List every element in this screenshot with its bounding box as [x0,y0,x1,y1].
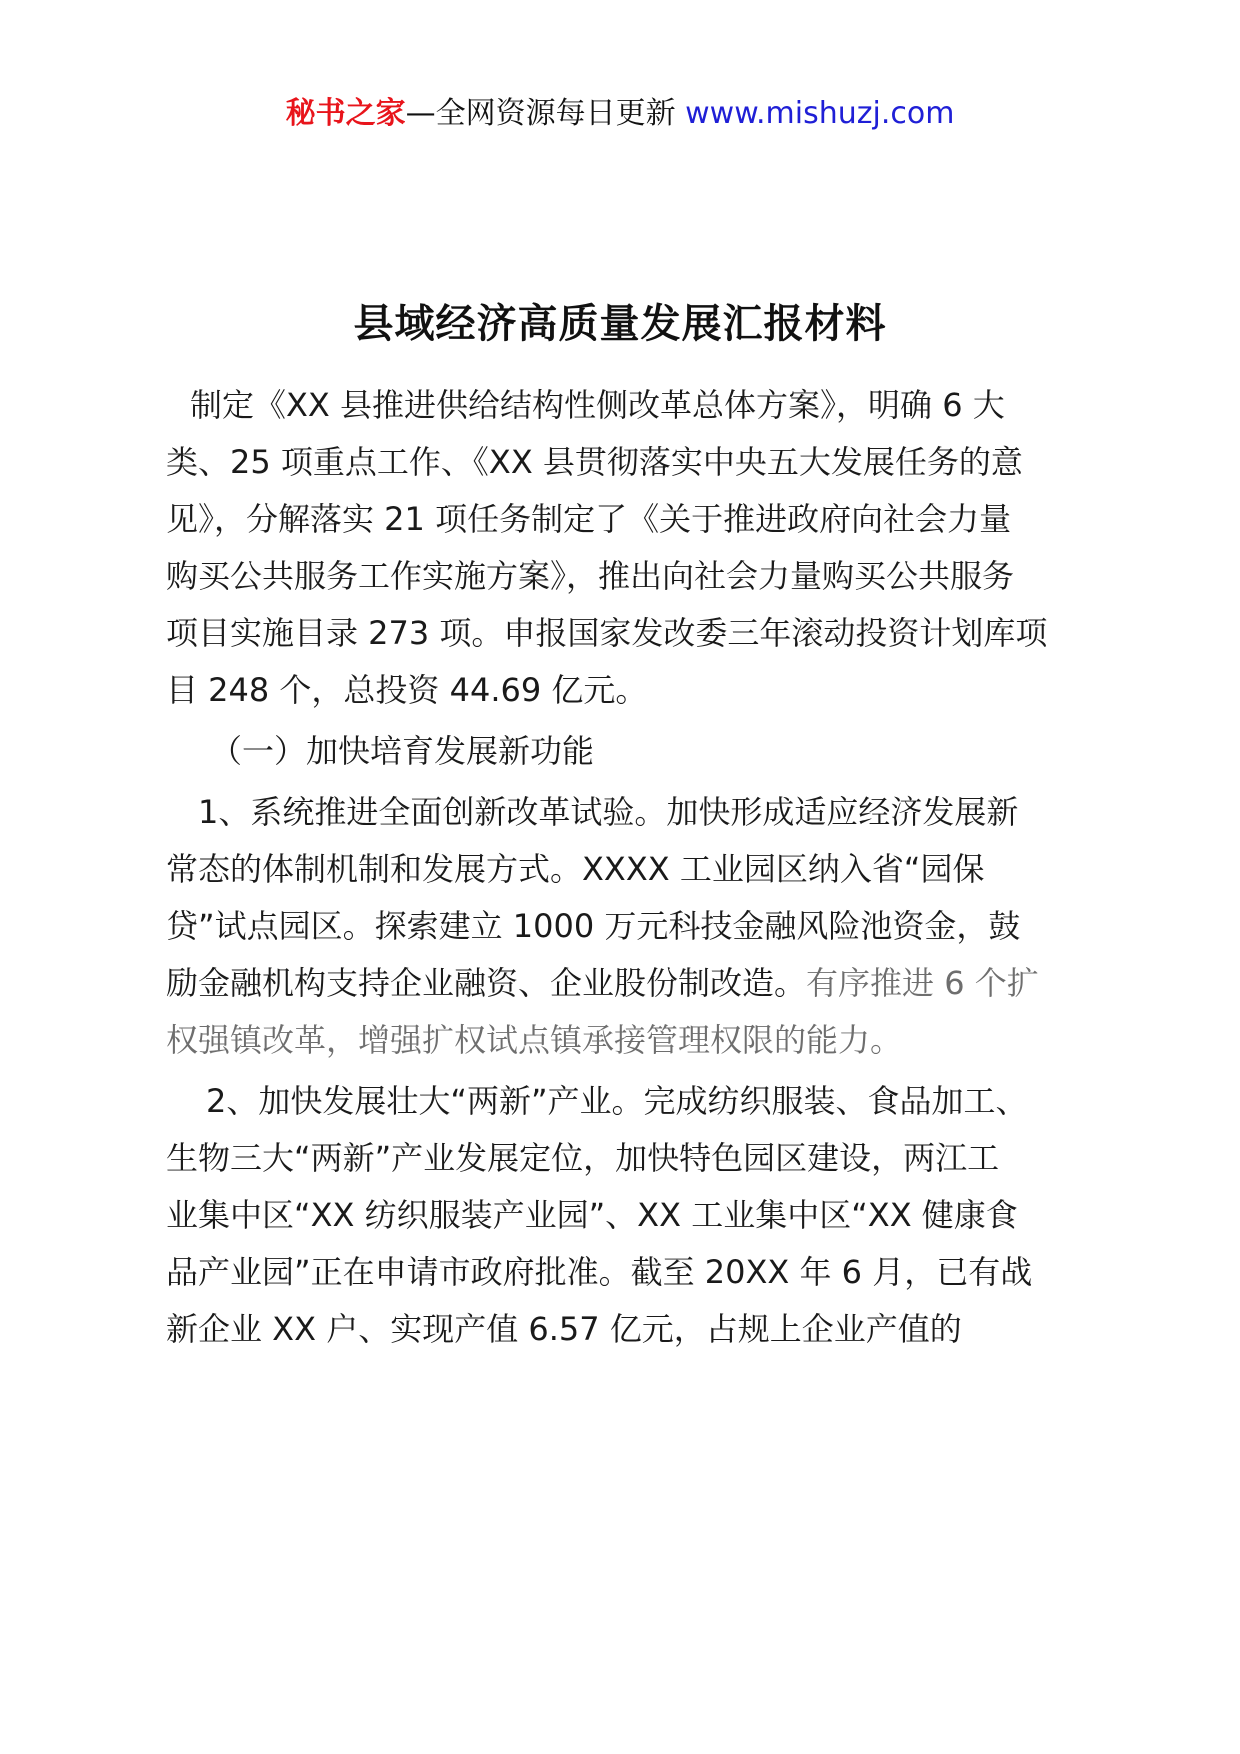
paragraph-line: 目 248 个，总投资 44.69 亿元。 [166,671,648,709]
item-line: 贷”试点园区。探索建立 1000 万元科技金融风险池资金，鼓 [166,907,1021,945]
section-heading: （一）加快培育发展新功能 [210,732,595,770]
site-slogan: —全网资源每日更新 [405,96,676,131]
item-line: 常态的体制机制和发展方式。XXXX 工业园区纳入省“园保 [166,850,985,888]
item-line: 业集中区“XX 纺织服装产业园”、XX 工业集中区“XX 健康食 [166,1196,1018,1234]
document-title: 县域经济高质量发展汇报材料 [353,301,887,347]
paragraph-line: 制定《XX 县推进供给结构性侧改革总体方案》，明确 6 大 [190,386,1005,424]
item-line-gray: 权强镇改革，增强扩权试点镇承接管理权限的能力。 [166,1021,903,1059]
item-line: 品产业园”正在申请市政府批准。截至 20XX 年 6 月，已有战 [166,1253,1033,1291]
item-line: 2、加快发展壮大“两新”产业。完成纺织服装、食品加工、 [206,1082,1028,1120]
item-line: 1、系统推进全面创新改革试验。加快形成适应经济发展新 [198,793,1019,831]
site-url-link[interactable]: www.mishuzj.com [685,96,955,131]
item-line: 生物三大“两新”产业发展定位，加快特色园区建设，两江工 [166,1139,1000,1177]
site-header [0,92,1240,136]
paragraph-line: 见》，分解落实 21 项任务制定了《关于推进政府向社会力量 [166,500,1012,538]
item-line [166,961,1039,1005]
paragraph-line: 项目实施目录 273 项。申报国家发改委三年滚动投资计划库项 [166,614,1048,652]
paragraph-line: 类、25 项重点工作、《XX 县贯彻落实中央五大发展任务的意 [166,443,1023,481]
site-brand: 秘书之家 [285,96,406,131]
item-line-text: 励金融机构支持企业融资、企业股份制改造。 [166,964,807,1002]
paragraph-line: 购买公共服务工作实施方案》，推出向社会力量购买公共服务 [166,557,1015,595]
item-line-gray-text: 有序推进 6 个扩 [806,964,1039,1002]
item-line: 新企业 XX 户、实现产值 6.57 亿元，占规上企业产值的 [166,1310,962,1348]
